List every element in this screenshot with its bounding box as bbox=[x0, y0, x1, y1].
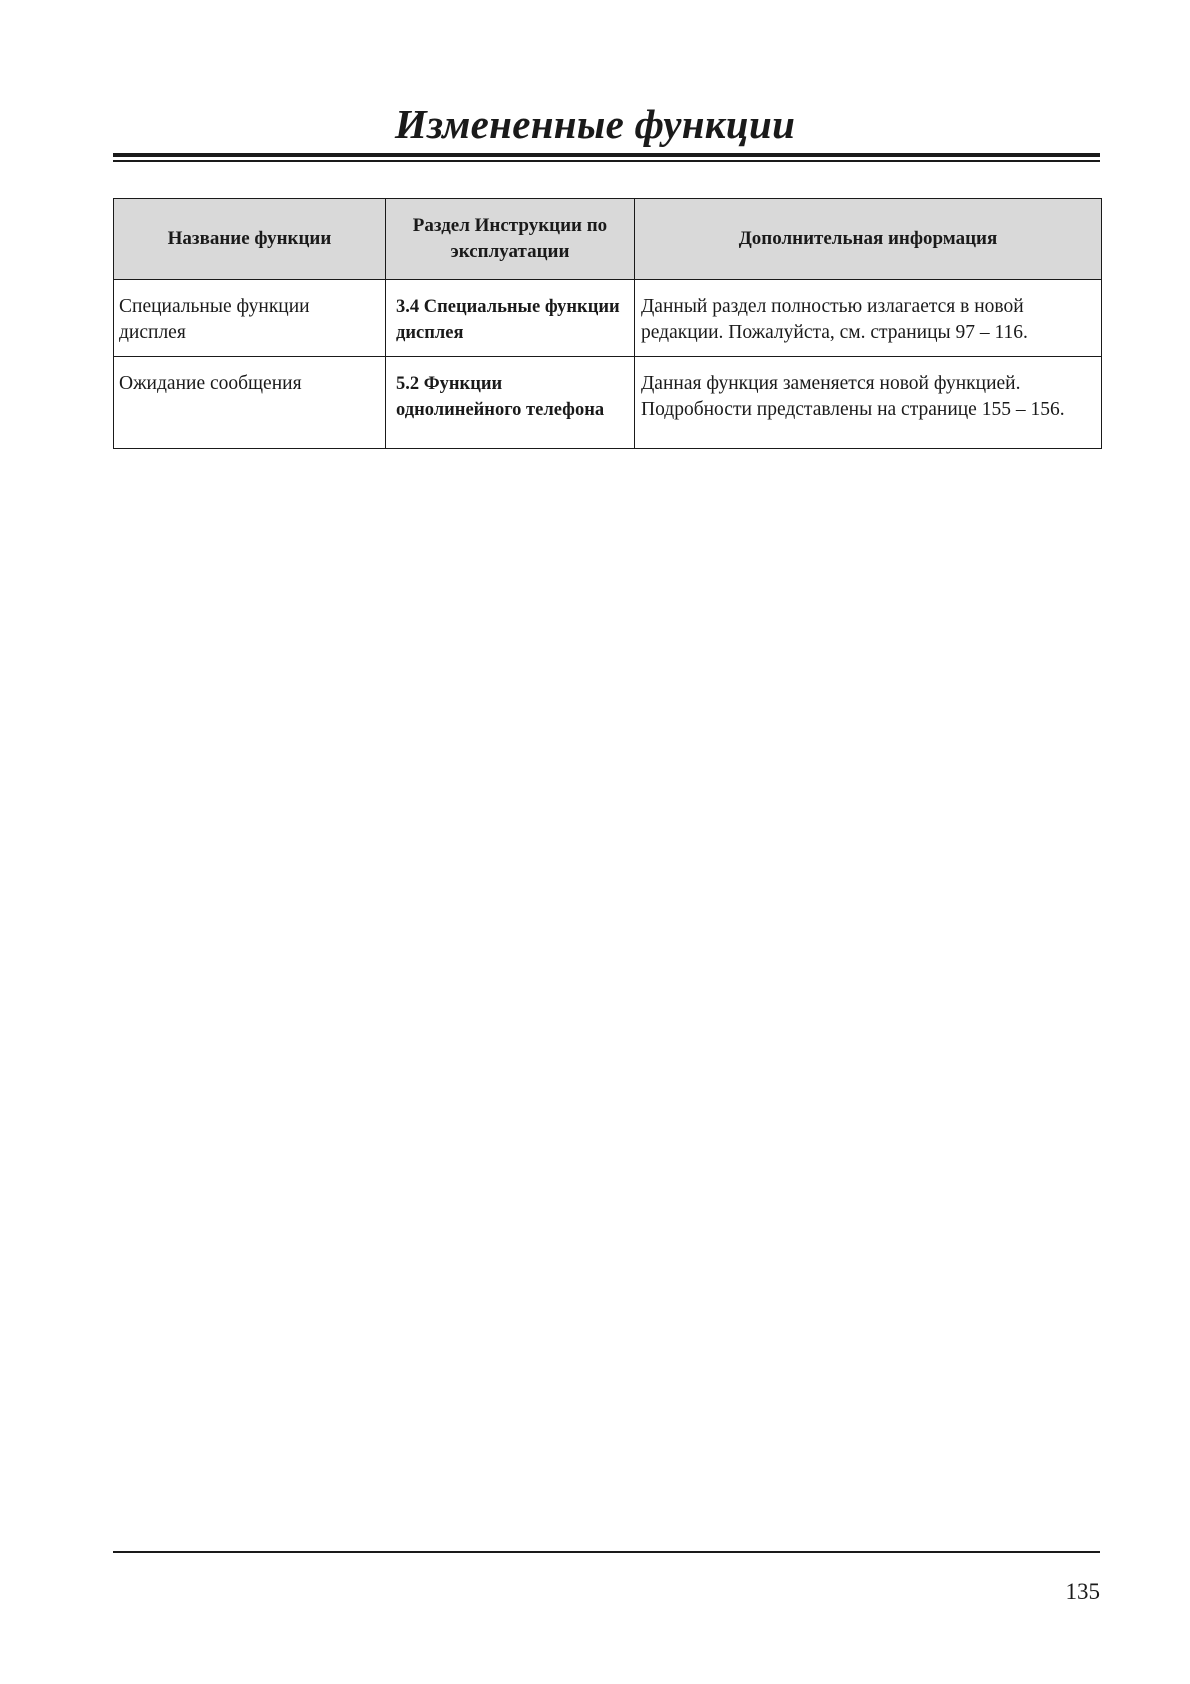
header-function-name: Название функции bbox=[114, 199, 386, 280]
cell-additional-info: Данный раздел полностью излагается в новой редакции. Пожалуйста, см. страницы 97 – 116. bbox=[635, 280, 1102, 357]
header-manual-section: Раздел Инструкции по эксплуатации bbox=[386, 199, 635, 280]
cell-manual-section: 5.2 Функции однолинейного телефона bbox=[386, 357, 635, 449]
table-row bbox=[114, 280, 1102, 357]
title-rule-thick bbox=[113, 153, 1100, 157]
cell-function-name: Ожидание сообщения bbox=[114, 357, 386, 449]
footer-rule bbox=[113, 1551, 1100, 1553]
title-rule-thin bbox=[113, 160, 1100, 162]
cell-function-name: Специальные функции дисплея bbox=[114, 280, 386, 357]
page-number: 135 bbox=[1065, 1579, 1100, 1604]
cell-additional-info: Данная функция заменяется новой функцией. Подробности представлены на странице 155 – 156. bbox=[635, 357, 1102, 449]
functions-table bbox=[113, 198, 1102, 449]
table-header-row bbox=[114, 199, 1102, 280]
cell-manual-section: 3.4 Специальные функции дисплея bbox=[386, 280, 635, 357]
table-row bbox=[114, 357, 1102, 449]
page-title: Измененные функции bbox=[394, 101, 796, 147]
header-additional-info: Дополнительная информация bbox=[635, 199, 1102, 280]
